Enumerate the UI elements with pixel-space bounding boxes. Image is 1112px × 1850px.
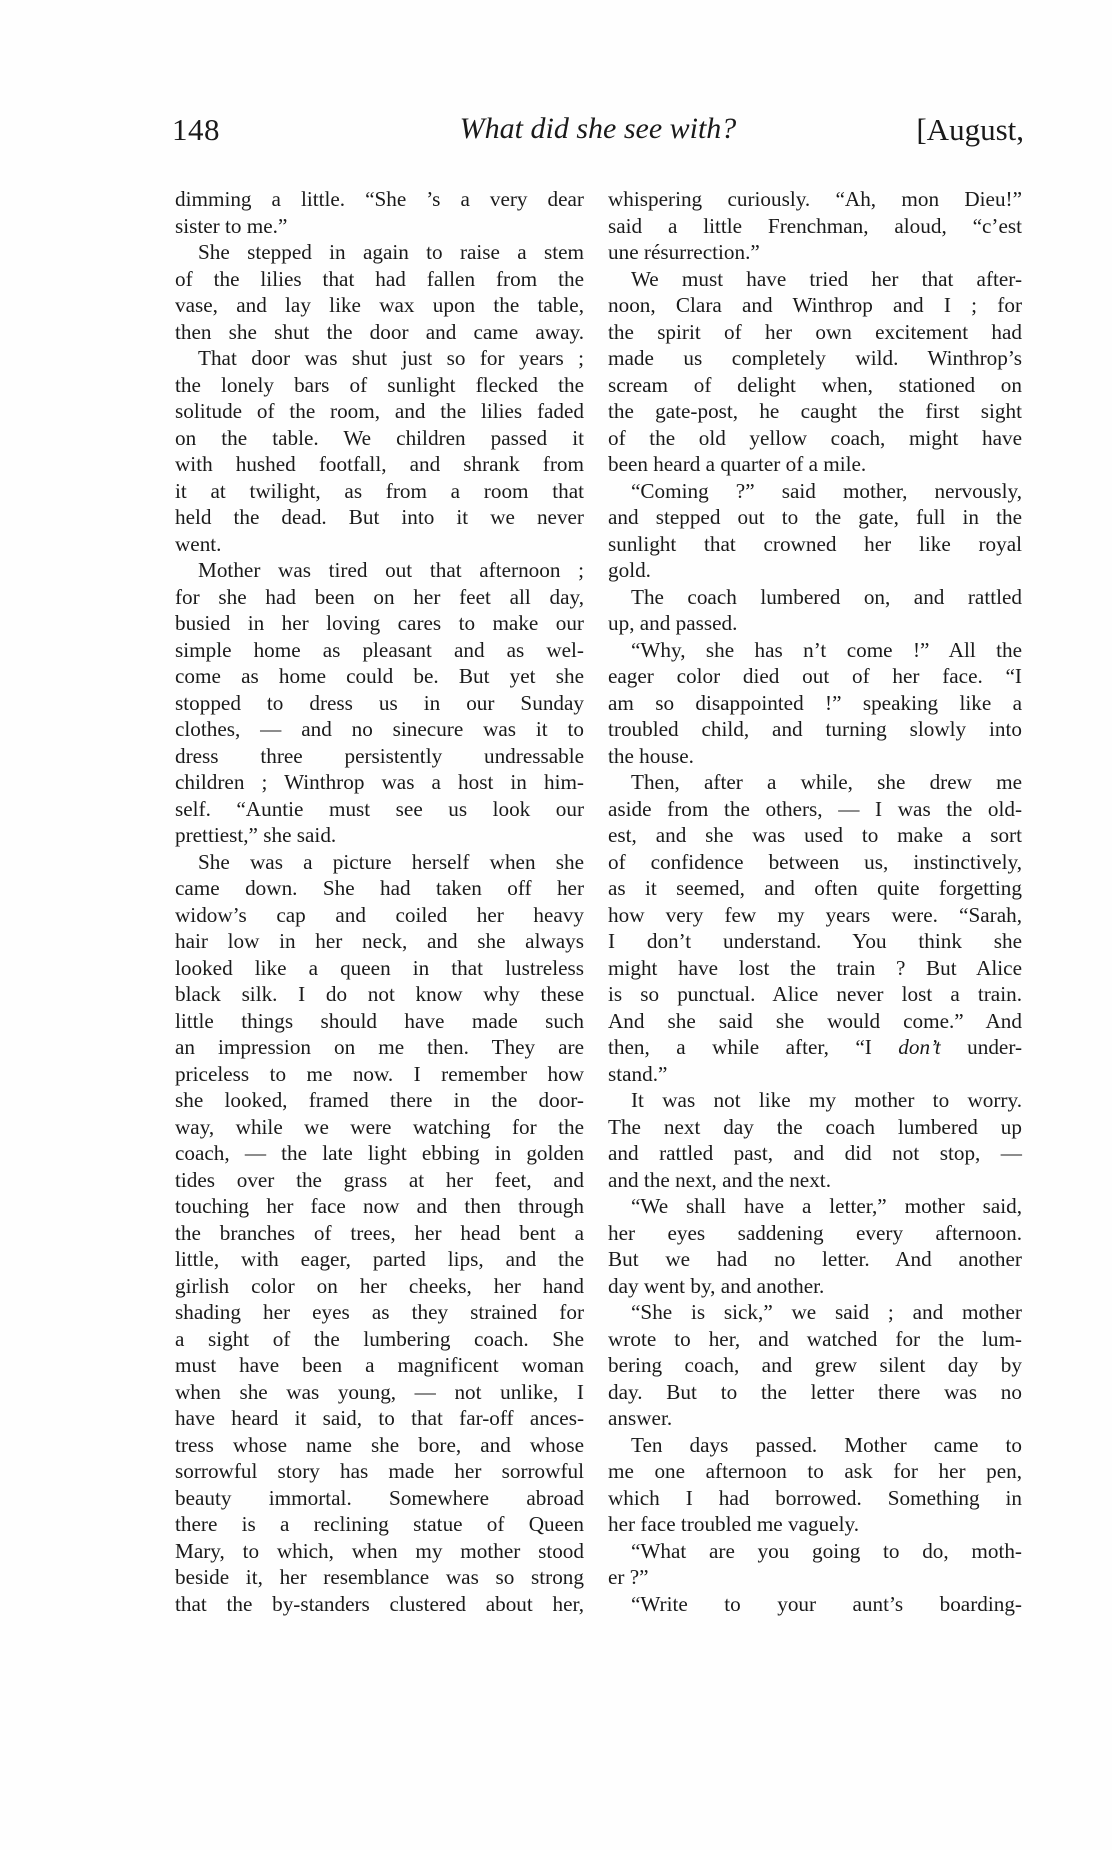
text-line: eager color died out of her face. “I bbox=[608, 664, 1022, 688]
text-line: “Coming ?” said mother, nervously, bbox=[631, 478, 1022, 503]
text-line: and the next, and the next. bbox=[608, 1167, 831, 1192]
text-line: She was a picture herself when she bbox=[198, 849, 584, 874]
text-line: of the lilies that had fallen from the bbox=[175, 266, 584, 291]
text-line: little, with eager, parted lips, and the bbox=[175, 1247, 584, 1271]
text-line: “We shall have a letter,” mother said, bbox=[631, 1194, 1022, 1218]
text-line: been heard a quarter of a mile. bbox=[608, 452, 867, 476]
text-line: tress whose name she bore, and whose bbox=[175, 1432, 584, 1457]
text-line: and rattled past, and did not stop, — bbox=[608, 1141, 1022, 1165]
text-line: The coach lumbered on, and rattled bbox=[631, 584, 1022, 609]
text-line: That door was shut just so for years ; bbox=[198, 346, 584, 370]
text-line: prettiest,” she said. bbox=[175, 823, 337, 847]
text-line: when she was young, — not unlike, I bbox=[175, 1379, 584, 1404]
text-line: stopped to dress us in our Sunday bbox=[175, 690, 584, 715]
text-line: gold. bbox=[608, 558, 651, 582]
text-line: self. “Auntie must see us look our bbox=[175, 796, 584, 821]
text-line: And she said she would come.” And bbox=[608, 1008, 1022, 1033]
text-line: made us completely wild. Winthrop’s bbox=[608, 346, 1022, 370]
text-line: beside it, her resemblance was so strong bbox=[175, 1565, 584, 1589]
text-line: how very few my years were. “Sarah, bbox=[608, 902, 1022, 927]
text-line: way, while we were watching for the bbox=[175, 1114, 584, 1139]
text-line: She stepped in again to raise a stem bbox=[198, 240, 584, 264]
text-line: Then, after a while, she drew me bbox=[631, 770, 1022, 794]
text-line: est, and she was used to make a sort bbox=[608, 823, 1022, 847]
text-line: day. But to the letter there was no bbox=[608, 1379, 1022, 1404]
text-line: aside from the others, — I was the old- bbox=[608, 796, 1022, 821]
text-line: “Why, she has n’t come !” All the bbox=[631, 637, 1022, 662]
text-line: for she had been on her feet all day, bbox=[175, 584, 584, 609]
text-line: But we had no letter. And another bbox=[608, 1247, 1022, 1271]
text-line: up, and passed. bbox=[608, 611, 738, 635]
text-line: whispering curiously. “Ah, mon Dieu!” bbox=[608, 187, 1022, 211]
text-line bbox=[608, 1034, 1022, 1061]
text-line: held the dead. But into it we never bbox=[175, 505, 584, 529]
text-line: answer. bbox=[608, 1406, 673, 1430]
text-column-left bbox=[175, 186, 584, 1617]
text-line: solitude of the room, and the lilies faded bbox=[175, 399, 584, 423]
text-line: might have lost the train ? But Alice bbox=[608, 955, 1022, 980]
text-line: sister to me.” bbox=[175, 213, 288, 238]
text-line: little things should have made such bbox=[175, 1008, 584, 1033]
text-line: busied in her loving cares to make our bbox=[175, 611, 584, 635]
text-line: with hushed footfall, and shrank from bbox=[175, 452, 584, 476]
text-line: the branches of trees, her head bent a bbox=[175, 1220, 584, 1245]
text-line: troubled child, and turning slowly into bbox=[608, 717, 1022, 741]
text-line: black silk. I do not know why these bbox=[175, 982, 584, 1006]
text-line: there is a reclining statue of Queen bbox=[175, 1512, 584, 1536]
text-line: on the table. We children passed it bbox=[175, 425, 584, 450]
page-number: 148 bbox=[172, 112, 220, 147]
text-line: hair low in her neck, and she always bbox=[175, 929, 584, 953]
text-line: the spirit of her own excitement had bbox=[608, 319, 1022, 344]
text-line: tides over the grass at her feet, and bbox=[175, 1167, 584, 1192]
text-line: the gate-post, he caught the first sight bbox=[608, 399, 1022, 423]
text-line: beauty immortal. Somewhere abroad bbox=[175, 1485, 584, 1510]
text-line: that the by-standers clustered about her, bbox=[175, 1591, 584, 1616]
text-line: is so punctual. Alice never lost a train. bbox=[608, 982, 1022, 1006]
text-line: came down. She had taken off her bbox=[175, 876, 584, 900]
text-line: I don’t understand. You think she bbox=[608, 929, 1022, 953]
text-line: girlish color on her cheeks, her hand bbox=[175, 1273, 584, 1298]
text-line: then she shut the door and came away. bbox=[175, 319, 584, 344]
text-line: the house. bbox=[608, 743, 694, 768]
text-line: said a little Frenchman, aloud, “c’est bbox=[608, 213, 1022, 238]
text-line: The next day the coach lumbered up bbox=[608, 1114, 1022, 1139]
text-fragment: under- bbox=[940, 1035, 1023, 1059]
text-line: scream of delight when, stationed on bbox=[608, 372, 1022, 397]
text-line: It was not like my mother to worry. bbox=[631, 1088, 1022, 1112]
text-line: Mary, to which, when my mother stood bbox=[175, 1538, 584, 1563]
text-line: me one afternoon to ask for her pen, bbox=[608, 1459, 1022, 1483]
text-line: simple home as pleasant and as wel- bbox=[175, 637, 584, 662]
text-line: une résurrection.” bbox=[608, 240, 760, 264]
text-line: have heard it said, to that far-off ances- bbox=[175, 1406, 584, 1430]
running-month: [August, bbox=[916, 112, 1024, 147]
text-line: the lonely bars of sunlight flecked the bbox=[175, 372, 584, 397]
text-line: “She is sick,” we said ; and mother bbox=[631, 1300, 1022, 1324]
text-line: bering coach, and grew silent day by bbox=[608, 1353, 1022, 1377]
text-line: We must have tried her that after- bbox=[631, 266, 1022, 291]
text-line: stand.” bbox=[608, 1061, 668, 1086]
text-line: am so disappointed !” speaking like a bbox=[608, 690, 1022, 715]
running-head bbox=[172, 108, 1024, 148]
text-line: dimming a little. “She ’s a very dear bbox=[175, 187, 584, 211]
text-line: an impression on me then. They are bbox=[175, 1035, 584, 1059]
text-column-right bbox=[608, 186, 1022, 1617]
text-line: it at twilight, as from a room that bbox=[175, 478, 584, 503]
text-line: her eyes saddening every afternoon. bbox=[608, 1220, 1022, 1245]
text-line: coach, — the late light ebbing in golden bbox=[175, 1141, 584, 1165]
text-line: she looked, framed there in the door- bbox=[175, 1088, 584, 1112]
text-line: dress three persistently undressable bbox=[175, 743, 584, 768]
text-line: her face troubled me vaguely. bbox=[608, 1512, 859, 1536]
text-line: must have been a magnificent woman bbox=[175, 1353, 584, 1377]
emphasized-word: don’t bbox=[898, 1035, 941, 1059]
text-line: clothes, — and no sinecure was it to bbox=[175, 717, 584, 741]
text-line: and stepped out to the gate, full in the bbox=[608, 505, 1022, 529]
text-line: Mother was tired out that afternoon ; bbox=[198, 558, 584, 582]
text-line: of confidence between us, instinctively, bbox=[608, 849, 1022, 874]
text-line: noon, Clara and Winthrop and I ; for bbox=[608, 293, 1022, 317]
text-line: day went by, and another. bbox=[608, 1273, 825, 1298]
text-fragment: then, a while after, “I bbox=[608, 1035, 899, 1059]
running-title: What did she see with? bbox=[459, 112, 737, 145]
text-line: vase, and lay like wax upon the table, bbox=[175, 293, 584, 317]
text-line: looked like a queen in that lustreless bbox=[175, 955, 584, 980]
text-line: a sight of the lumbering coach. She bbox=[175, 1326, 584, 1351]
text-line: children ; Winthrop was a host in him- bbox=[175, 770, 584, 794]
text-line: “Write to your aunt’s boarding- bbox=[631, 1591, 1022, 1616]
text-line: which I had borrowed. Something in bbox=[608, 1485, 1022, 1510]
text-line: come as home could be. But yet she bbox=[175, 664, 584, 688]
text-line: wrote to her, and watched for the lum- bbox=[608, 1326, 1022, 1351]
text-line: of the old yellow coach, might have bbox=[608, 425, 1022, 450]
text-line: priceless to me now. I remember how bbox=[175, 1061, 584, 1086]
text-line: shading her eyes as they strained for bbox=[175, 1300, 584, 1324]
text-line: widow’s cap and coiled her heavy bbox=[175, 902, 584, 927]
text-line: Ten days passed. Mother came to bbox=[631, 1432, 1022, 1457]
text-line: “What are you going to do, moth- bbox=[631, 1538, 1022, 1563]
text-line: touching her face now and then through bbox=[175, 1194, 584, 1218]
text-line: sunlight that crowned her like royal bbox=[608, 531, 1022, 556]
text-line: er ?” bbox=[608, 1565, 649, 1589]
text-line: went. bbox=[175, 531, 222, 556]
text-line: as it seemed, and often quite forgetting bbox=[608, 876, 1022, 900]
text-line: sorrowful story has made her sorrowful bbox=[175, 1459, 584, 1483]
